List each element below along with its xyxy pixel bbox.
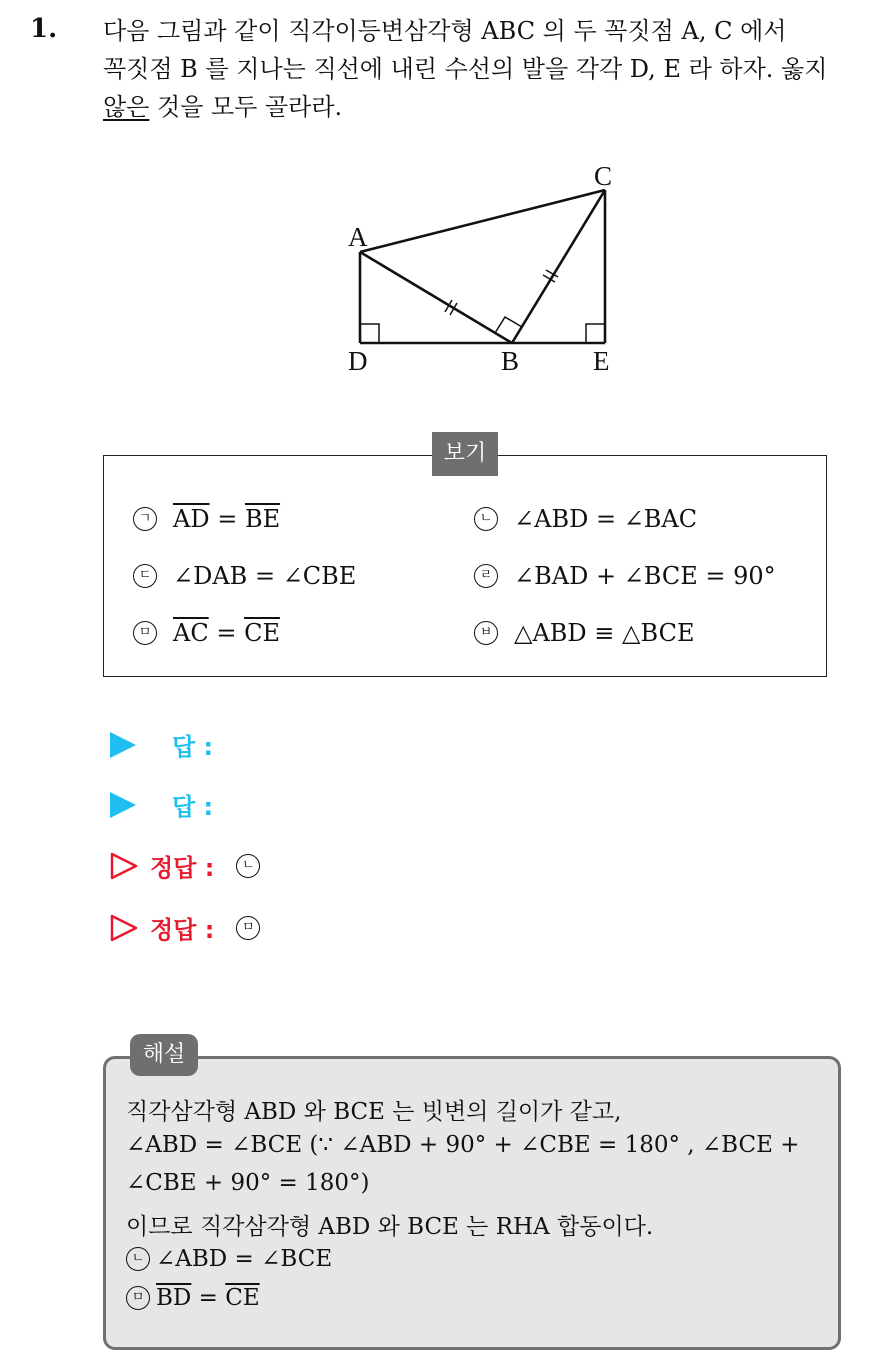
explanation-title: 해설 <box>130 1034 198 1076</box>
option-4 <box>474 562 776 590</box>
explanation-line-4: 이므로 직각삼각형 ABD 와 BCE 는 RHA 합동이다. <box>126 1214 654 1240</box>
option-lhs: $\overline{AC}$ <box>173 619 209 647</box>
right-angle-e <box>586 324 605 343</box>
segment-ab <box>360 252 512 343</box>
explanation-line-6 <box>126 1285 260 1311</box>
solution-row-2 <box>110 910 276 945</box>
explanation-expr: ∠ABD = ∠BCE <box>156 1246 333 1272</box>
question-line-3 <box>103 88 863 126</box>
answer-label: 답 : <box>172 793 214 821</box>
option-expr: ∠BAD + ∠BCE = 90° <box>514 562 776 590</box>
option-6 <box>474 619 694 647</box>
play-triangle-icon <box>110 792 136 818</box>
option-expr: ∠DAB = ∠CBE <box>173 562 357 590</box>
outline-triangle-icon <box>110 852 138 880</box>
label-c: C <box>594 161 613 191</box>
option-3 <box>133 562 356 590</box>
option-mark: ㄷ <box>133 564 157 588</box>
solution-label: 정답 : <box>150 854 215 882</box>
explanation-line-2: ∠ABD = ∠BCE (∵ ∠ABD + 90° + ∠CBE = 180° , ∠BCE + <box>126 1132 800 1158</box>
question-line-1: 다음 그림과 같이 직각이등변삼각형 ABC 의 두 꼭짓점 A, C 에서 <box>103 17 787 45</box>
question-line-3-rest: 것을 모두 골라라. <box>149 93 343 121</box>
explanation-mark: ㅁ <box>126 1286 150 1310</box>
segment-bc <box>512 190 605 343</box>
right-angle-b <box>495 317 522 333</box>
explanation-mark: ㄴ <box>126 1247 150 1271</box>
outline-triangle-icon <box>110 914 138 942</box>
option-op: = <box>208 619 245 647</box>
question-text <box>103 12 863 126</box>
option-lhs: $\overline{AD}$ <box>173 505 210 533</box>
bogi-title: 보기 <box>432 432 498 476</box>
segment-ac <box>360 190 605 252</box>
right-angle-d <box>360 324 379 343</box>
solution-value: ㄴ <box>236 854 260 878</box>
solution-value: ㅁ <box>236 916 260 940</box>
answer-row-2 <box>110 787 213 822</box>
underlined-word: 않은 <box>103 93 150 121</box>
label-b: B <box>501 346 520 376</box>
question-number: 1. <box>30 14 58 44</box>
explanation-line-5 <box>126 1246 332 1272</box>
option-5 <box>133 619 280 647</box>
option-expr: ∠ABD = ∠BAC <box>514 505 698 533</box>
triangle-figure <box>340 158 630 383</box>
answer-label: 답 : <box>172 733 214 761</box>
question-line-2: 꼭짓점 B 를 지나는 직선에 내린 수선의 발을 각각 D, E 라 하자. 옳지 <box>103 55 828 83</box>
option-mark: ㅁ <box>133 621 157 645</box>
explanation-op: = <box>191 1285 226 1311</box>
solution-row-1 <box>110 848 276 883</box>
label-e: E <box>593 346 610 376</box>
option-op: = <box>209 505 245 533</box>
explanation-rhs: $\overline{CE}$ <box>225 1285 260 1311</box>
explanation-lhs: $\overline{BD}$ <box>156 1285 192 1311</box>
play-triangle-icon <box>110 732 136 758</box>
option-mark: ㄴ <box>474 507 498 531</box>
option-rhs: $\overline{CE}$ <box>244 619 280 647</box>
answer-row-1 <box>110 727 213 762</box>
option-mark: ㅂ <box>474 621 498 645</box>
option-2 <box>474 505 697 533</box>
option-rhs: $\overline{BE}$ <box>244 505 281 533</box>
option-mark: ㄹ <box>474 564 498 588</box>
solution-label: 정답 : <box>150 916 215 944</box>
label-a: A <box>348 222 368 252</box>
option-mark: ㄱ <box>133 507 157 531</box>
explanation-line-1: 직각삼각형 ABD 와 BCE 는 빗변의 길이가 같고, <box>126 1099 622 1125</box>
option-1 <box>133 505 280 533</box>
explanation-line-3: ∠CBE + 90° = 180°) <box>126 1170 370 1196</box>
label-d: D <box>348 346 368 376</box>
option-expr: △ABD ≡ △BCE <box>514 619 695 647</box>
